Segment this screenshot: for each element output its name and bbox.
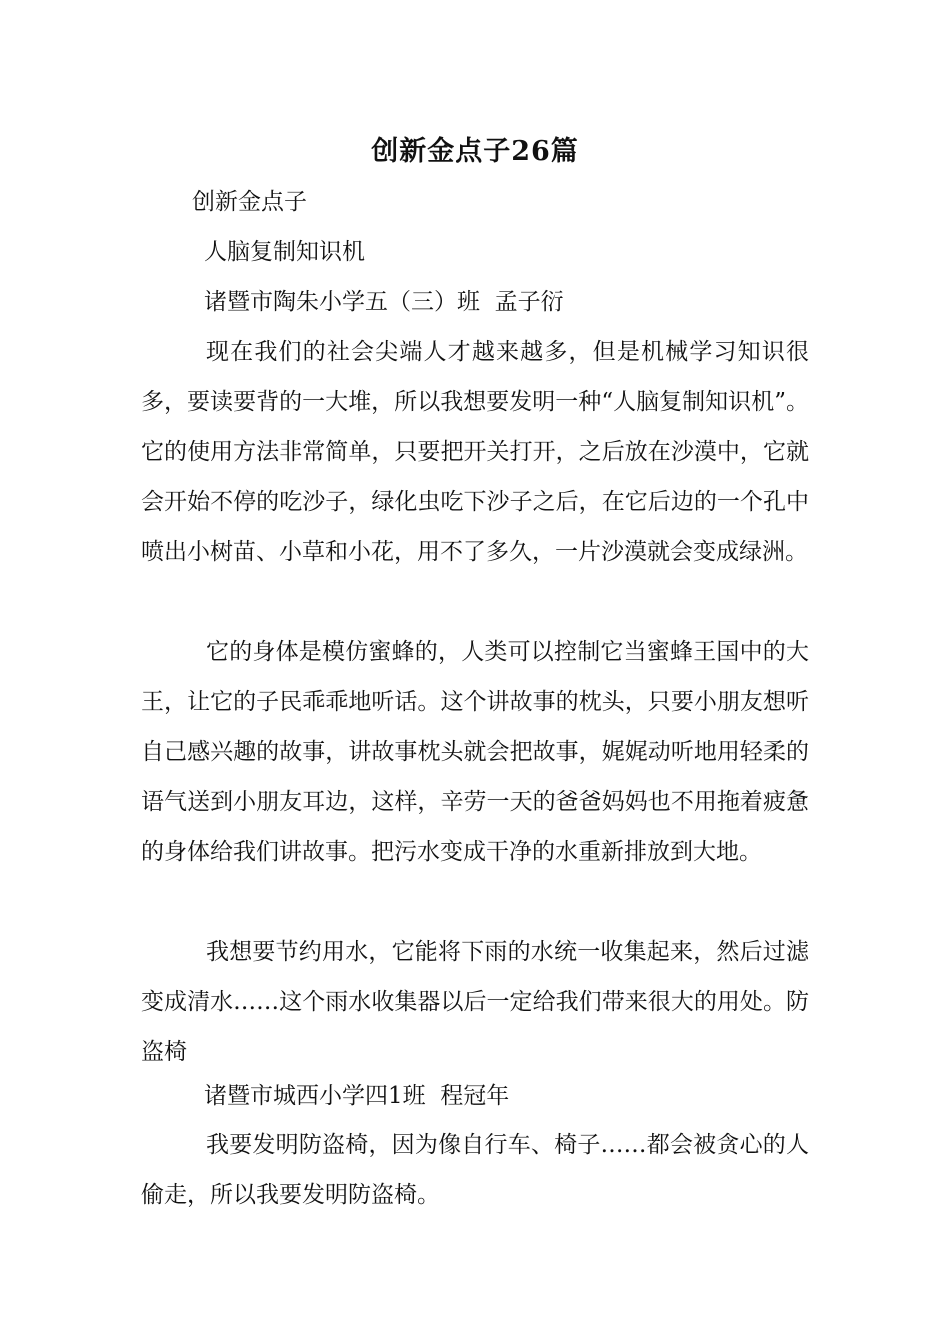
paragraph-2: 它的身体是模仿蜜蜂的，人类可以控制它当蜜蜂王国中的大王，让它的子民乖乖地听话。这个讲故事的枕头，只要小朋友想听自己感兴趣的故事，讲故事枕头就会把故事，娓娓动听地用轻柔的语气送到小朋友耳边，这样，辛劳一天的爸爸妈妈也不用拖着疲惫的身体给我们讲故事。把污水变成干净的水重新排放到大地。 (141, 639, 809, 865)
article-title: 人脑复制知识机 (204, 239, 365, 265)
paragraph-1: 现在我们的社会尖端人才越来越多，但是机械学习知识很多，要读要背的一大堆，所以我想要发明一种“人脑复制知识机”。它的使用方法非常简单，只要把开关打开，之后放在沙漠中，它就会开始不停的吃沙子，绿化虫吃下沙子之后，在它后边的一个孔中喷出小树苗、小草和小花，用不了多久，一片沙漠就会变成绿洲。 (141, 339, 809, 565)
paragraph-4: 我要发明防盗椅，因为像自行车、椅子……都会被贪心的人偷走，所以我要发明防盗椅。 (141, 1132, 809, 1208)
article-author: 诸暨市陶朱小学五（三）班 孟子衍 (204, 289, 564, 315)
article-author-2: 诸暨市城西小学四1班 程冠年 (204, 1083, 510, 1109)
section-heading: 创新金点子 (192, 189, 307, 215)
paragraph-3: 我想要节约用水，它能将下雨的水统一收集起来，然后过滤变成清水……这个雨水收集器以后一定给我们带来很大的用处。防盗椅 (141, 939, 809, 1065)
document-title: 创新金点子26篇 (371, 136, 579, 167)
